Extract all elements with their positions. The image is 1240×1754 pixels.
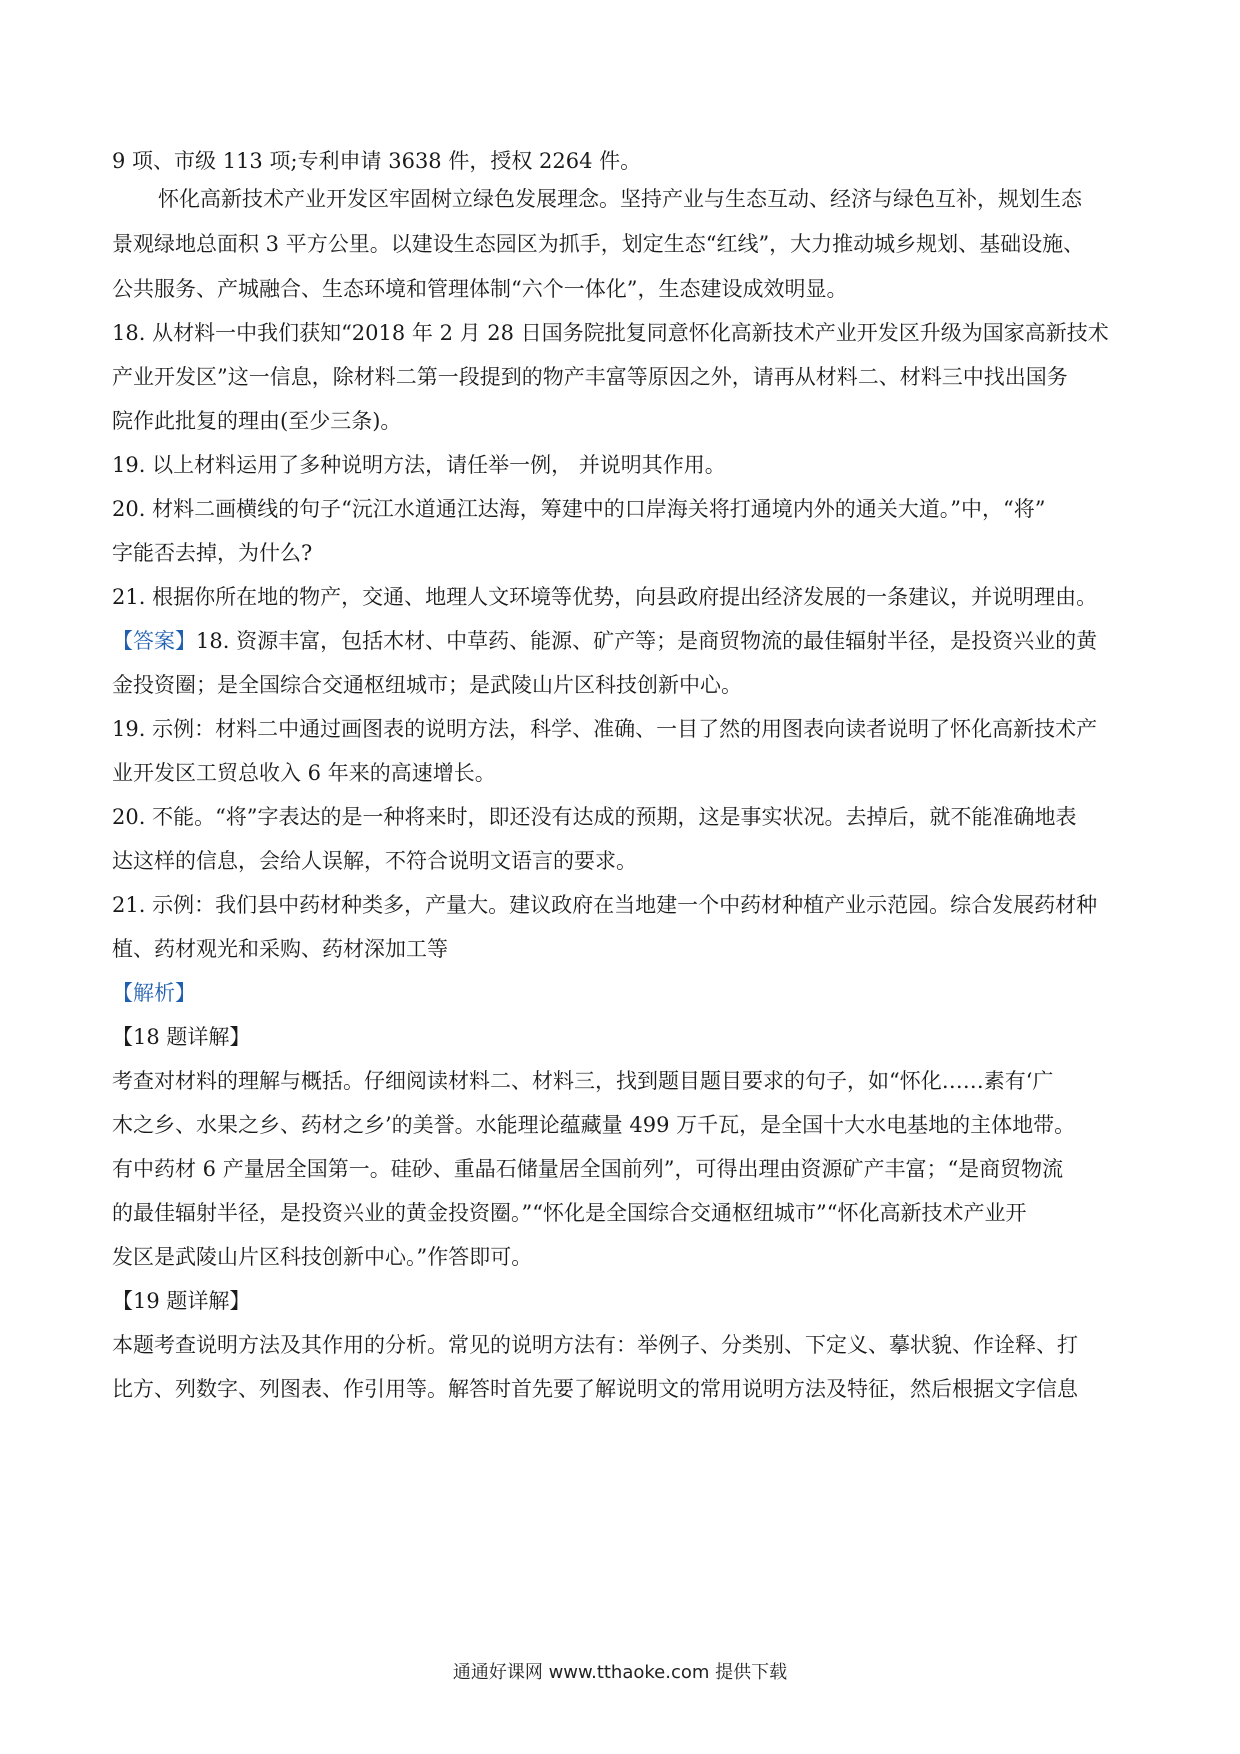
analysis-19-line: 比方、列数字、列图表、作引用等。解答时首先要了解说明文的常用说明方法及特征，然后根据文字信息 [112,1377,1078,1401]
text-line: 9 项、市级 113 项;专利申请 3638 件，授权 2264 件。 [112,149,642,173]
analysis-18-line: 有中药材 6 产量居全国第一。硅砂、重晶石储量居全国前列”，可得出理由资源矿产丰富；“是商贸物流 [112,1157,1064,1181]
question-18-line: 产业开发区”这一信息，除材料二第一段提到的物产丰富等原因之外，请再从材料二、材料三中找出国务 [112,365,1068,389]
answer-18-text: 18. 资源丰富，包括木材、中草药、能源、矿产等；是商贸物流的最佳辐射半径，是投资兴业的黄 [196,629,1098,653]
question-19-line: 19. 以上材料运用了多种说明方法，请任举一例， 并说明其作用。 [112,453,726,477]
question-18-line: 院作此批复的理由(至少三条)。 [112,409,402,433]
answer-20-line: 20. 不能。“将”字表达的是一种将来时，即还没有达成的预期，这是事实状况。去掉后，就不能准确地表 [112,805,1077,829]
analysis-tag: 【解析】 [112,981,196,1005]
text-line: 公共服务、产城融合、生态环境和管理体制“六个一体化”，生态建设成效明显。 [112,277,848,301]
answer-19-line: 19. 示例：材料二中通过画图表的说明方法，科学、准确、一目了然的用图表向读者说明了怀化高新技术产 [112,717,1098,741]
analysis-18-line: 考查对材料的理解与概括。仔细阅读材料二、材料三，找到题目题目要求的句子，如“怀化……素有‘广 [112,1069,1054,1093]
paragraph-line: 怀化高新技术产业开发区牢固树立绿色发展理念。坚持产业与生态互动、经济与绿色互补，规划生态 [158,187,1082,211]
question-20-line: 字能否去掉，为什么? [112,541,313,565]
answer-tag: 【答案】 [112,629,196,653]
section-heading-18: 【18 题详解】 [112,1025,251,1049]
answer-18-line: 金投资圈；是全国综合交通枢纽城市；是武陵山片区科技创新中心。 [112,673,742,697]
question-20-line: 20. 材料二画横线的句子“沅江水道通江达海，筹建中的口岸海关将打通境内外的通关大道。”中，“将” [112,497,1046,521]
answer-19-line: 业开发区工贸总收入 6 年来的高速增长。 [112,761,496,785]
question-21-line: 21. 根据你所在地的物产，交通、地理人文环境等优势，向县政府提出经济发展的一条建议，并说明理由。 [112,585,1098,609]
analysis-18-line: 木之乡、水果之乡、药材之乡’的美誉。水能理论蕴藏量 499 万千瓦，是全国十大水电基地的主体地带。 [112,1113,1076,1137]
answer-21-line: 21. 示例：我们县中药材种类多，产量大。建议政府在当地建一个中药材种植产业示范园。综合发展药材种 [112,893,1098,917]
text-line: 景观绿地总面积 3 平方公里。以建设生态园区为抓手，划定生态“红线”，大力推动城乡规划、基础设施、 [112,232,1085,256]
question-18-line: 18. 从材料一中我们获知“2018 年 2 月 28 日国务院批复同意怀化高新技术产业开发区升级为国家高新技术 [112,321,1109,345]
page-footer: 通通好课网 www.tthaoke.com 提供下载 [452,1662,788,1683]
answer-21-line: 植、药材观光和采购、药材深加工等 [112,937,448,961]
analysis-19-line: 本题考查说明方法及其作用的分析。常见的说明方法有：举例子、分类别、下定义、摹状貌、作诠释、打 [112,1333,1078,1357]
analysis-18-line: 发区是武陵山片区科技创新中心。”作答即可。 [112,1245,533,1269]
section-heading-19: 【19 题详解】 [112,1289,251,1313]
analysis-18-line: 的最佳辐射半径，是投资兴业的黄金投资圈。”“怀化是全国综合交通枢纽城市”“怀化高新技术产业开 [112,1201,1027,1225]
answer-18-line [112,626,1132,656]
answer-20-line: 达这样的信息，会给人误解，不符合说明文语言的要求。 [112,849,637,873]
